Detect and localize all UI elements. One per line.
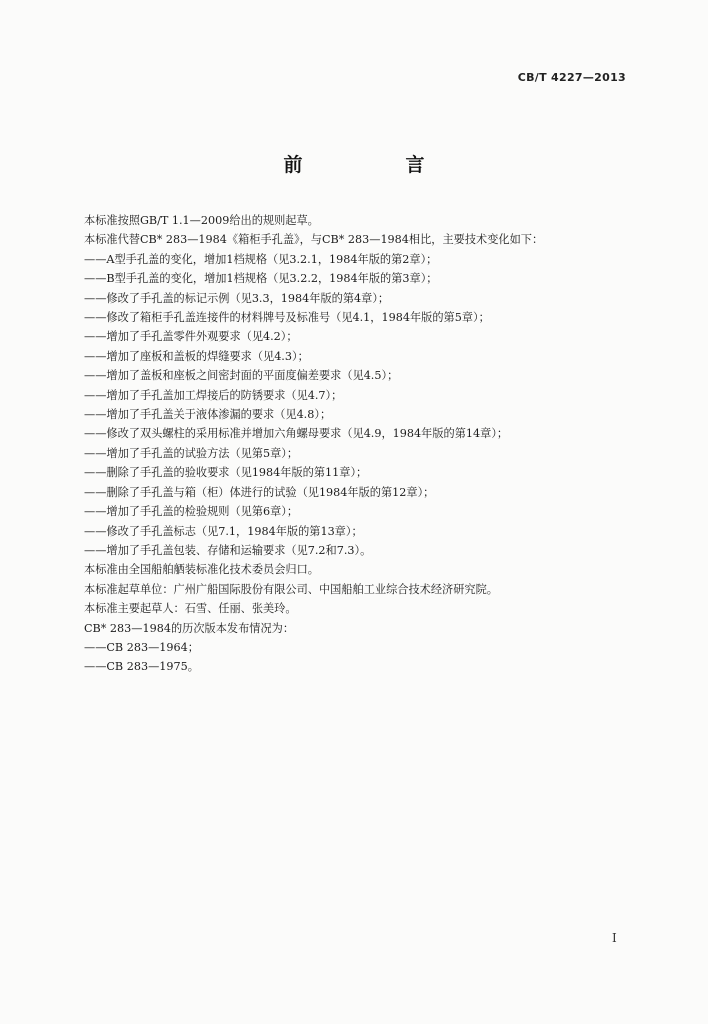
list-item: ——修改了手孔盖的标记示例（见3.3，1984年版的第4章）； [84,291,390,305]
list-item: ——增加了手孔盖包装、存储和运输要求（见7.2和7.3）。 [84,543,372,557]
text-line: 本标准主要起草人：石雪、任丽、张美玲。 [84,602,297,616]
text-line: 本标准代替CB* 283—1984《箱柜手孔盖》，与CB* 283—1984相比，主要技术变化如下： [84,233,544,247]
text-line: 本标准起草单位：广州广船国际股份有限公司、中国船舶工业综合技术经济研究院。 [84,582,498,596]
list-item: ——CB 283—1964； [84,640,199,654]
list-item: ——删除了手孔盖的验收要求（见1984年版的第11章）； [84,466,368,480]
list-item: ——增加了盖板和座板之间密封面的平面度偏差要求（见4.5）； [84,369,399,383]
foreword-body [84,211,644,677]
list-item: ——修改了箱柜手孔盖连接件的材料牌号及标准号（见4.1，1984年版的第5章）； [84,311,490,325]
list-item: ——增加了手孔盖零件外观要求（见4.2）； [84,330,298,344]
list-item: ——增加了手孔盖的检验规则（见第6章）； [84,505,299,519]
list-item: ——B型手孔盖的变化，增加1档规格（见3.2.2，1984年版的第3章）； [84,272,438,286]
list-item: ——修改了手孔盖标志（见7.1，1984年版的第13章）； [84,524,363,538]
list-item: ——A型手孔盖的变化，增加1档规格（见3.2.1，1984年版的第2章）； [84,252,438,266]
text-line: CB* 283—1984的历次版本发布情况为： [84,621,295,635]
page-number: I [612,931,617,945]
list-item: ——CB 283—1975。 [84,660,199,674]
page-title: 前 言 [283,154,467,176]
text-line: 本标准由全国船舶舾装标准化技术委员会归口。 [84,563,319,577]
list-item: ——增加了手孔盖的试验方法（见第5章）； [84,446,299,460]
standard-code-header: CB/T 4227—2013 [517,71,626,84]
list-item: ——修改了双头螺柱的采用标准并增加六角螺母要求（见4.9，1984年版的第14章）； [84,427,509,441]
list-item: ——删除了手孔盖与箱（柜）体进行的试验（见1984年版的第12章）； [84,485,435,499]
text-line: 本标准按照GB/T 1.1—2009给出的规则起草。 [84,214,319,227]
list-item: ——增加了手孔盖关于液体渗漏的要求（见4.8）； [84,408,332,422]
list-item: ——增加了手孔盖加工焊接后的防锈要求（见4.7）； [84,388,343,402]
list-item: ——增加了座板和盖板的焊缝要求（见4.3）； [84,349,309,363]
